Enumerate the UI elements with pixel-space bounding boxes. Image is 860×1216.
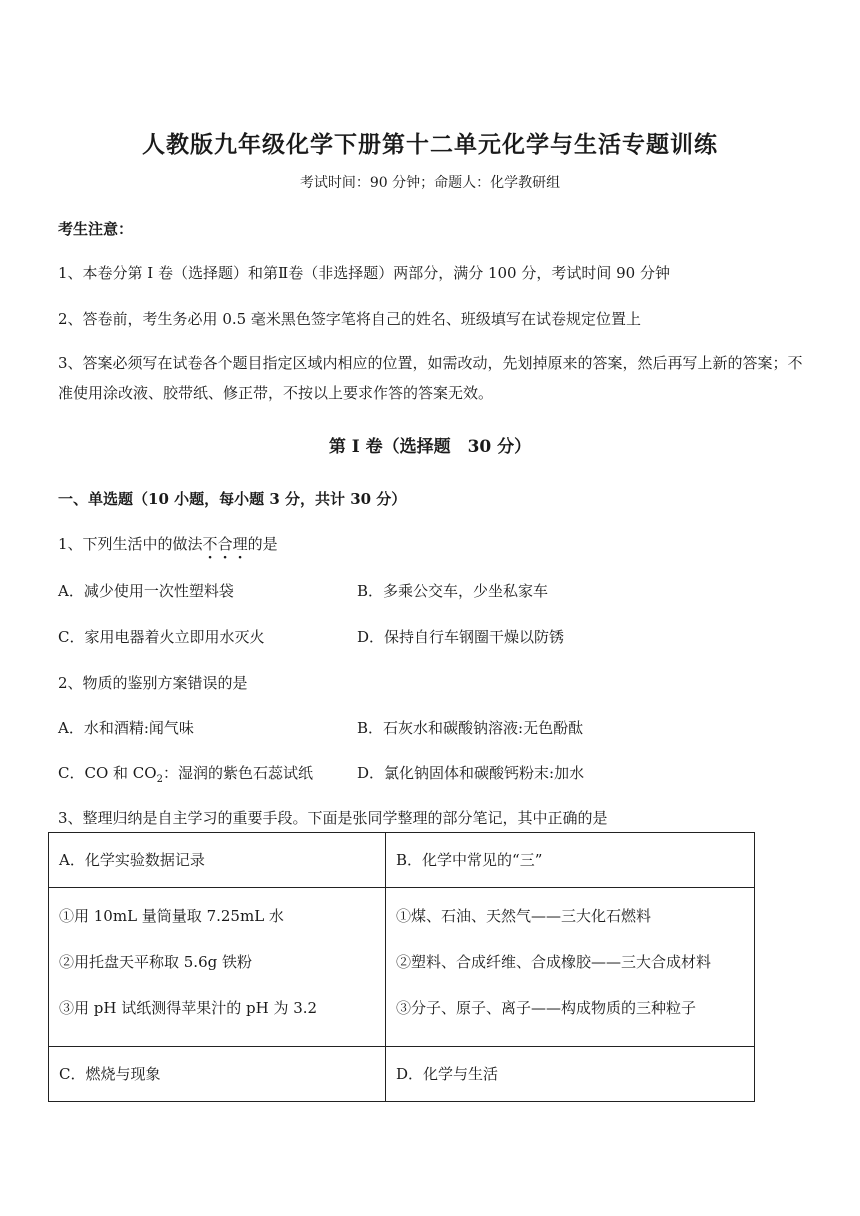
b-item-3: ③分子、原子、离子——构成物质的三种粒子: [396, 999, 697, 1017]
emphasis-char-2: 合: [217, 535, 233, 553]
question-2-stem: 2、物质的鉴别方案错误的是: [58, 674, 248, 692]
q2-option-c-suffix: ：湿润的紫色石蕊试纸: [162, 764, 313, 782]
page-title: 人教版九年级化学下册第十二单元化学与生活专题训练: [142, 131, 718, 158]
q2-option-c: [58, 762, 313, 785]
cell-a-body: [49, 888, 386, 1047]
question-1-stem: [58, 533, 278, 554]
section-heading: 一、单选题（10 小题，每小题 3 分，共计 30 分）: [58, 490, 407, 508]
q2-option-d: D．氯化钠固体和碳酸钙粉末:加水: [357, 764, 585, 782]
exam-info: 考试时间：90 分钟；命题人：化学教研组: [299, 175, 561, 191]
b-item-1: ①煤、石油、天然气——三大化石燃料: [396, 907, 652, 925]
q1-option-a: A．减少使用一次性塑料袋: [58, 582, 234, 600]
notice-item-1: 1、本卷分第 I 卷（选择题）和第Ⅱ卷（非选择题）两部分，满分 100 分，考试时间 90 分钟: [58, 264, 670, 282]
q1-option-c: C．家用电器着火立即用水灭火: [58, 628, 265, 646]
q2-option-c-prefix: C．CO 和 CO: [58, 764, 157, 782]
q1-option-b: B．多乘公交车，少坐私家车: [357, 582, 549, 600]
emphasis-char-3: 理: [232, 535, 248, 553]
cell-c-head: C．燃烧与现象: [49, 1047, 386, 1102]
cell-b-body: [386, 888, 755, 1047]
notice-item-3: 3、答案必须写在试卷各个题目指定区域内相应的位置，如需改动，先划掉原来的答案，然后再写上新的答案；不准使用涂改液、胶带纸、修正带，不按以上要求作答的答案无效。: [58, 354, 803, 402]
q2-option-b: B．石灰水和碳酸钠溶液:无色酚酞: [357, 719, 584, 737]
part-title: 第 I 卷（选择题 30 分）: [328, 437, 532, 457]
cell-a-head: A．化学实验数据记录: [49, 833, 386, 888]
notice-item-2: 2、答卷前，考生务必用 0.5 毫米黑色签字笔将自己的姓名、班级填写在试卷规定位置上: [58, 310, 641, 328]
a-item-3: ③用 pH 试纸测得苹果汁的 pH 为 3.2: [59, 999, 318, 1017]
cell-d-head: D．化学与生活: [386, 1047, 755, 1102]
a-item-1: ①用 10mL 量筒量取 7.25mL 水: [59, 907, 284, 925]
q1-option-d: D．保持自行车钢圈干燥以防锈: [357, 628, 565, 646]
b-item-2: ②塑料、合成纤维、合成橡胶——三大合成材料: [396, 953, 712, 971]
question-3-stem: 3、整理归纳是自主学习的重要手段。下面是张同学整理的部分笔记，其中正确的是: [58, 809, 608, 827]
question-1-stem-suffix: 的是: [247, 535, 278, 553]
a-item-2: ②用托盘天平称取 5.6g 铁粉: [59, 953, 252, 971]
notes-table: [48, 832, 755, 1102]
co2-subscript: 2: [156, 774, 163, 785]
cell-b-head: B．化学中常见的“三”: [386, 833, 755, 888]
q2-option-a: A．水和酒精:闻气味: [58, 719, 194, 737]
emphasis-char-1: 不: [202, 535, 218, 553]
notice-heading: 考生注意：: [58, 220, 134, 238]
question-1-stem-prefix: 1、下列生活中的做法: [58, 535, 203, 553]
